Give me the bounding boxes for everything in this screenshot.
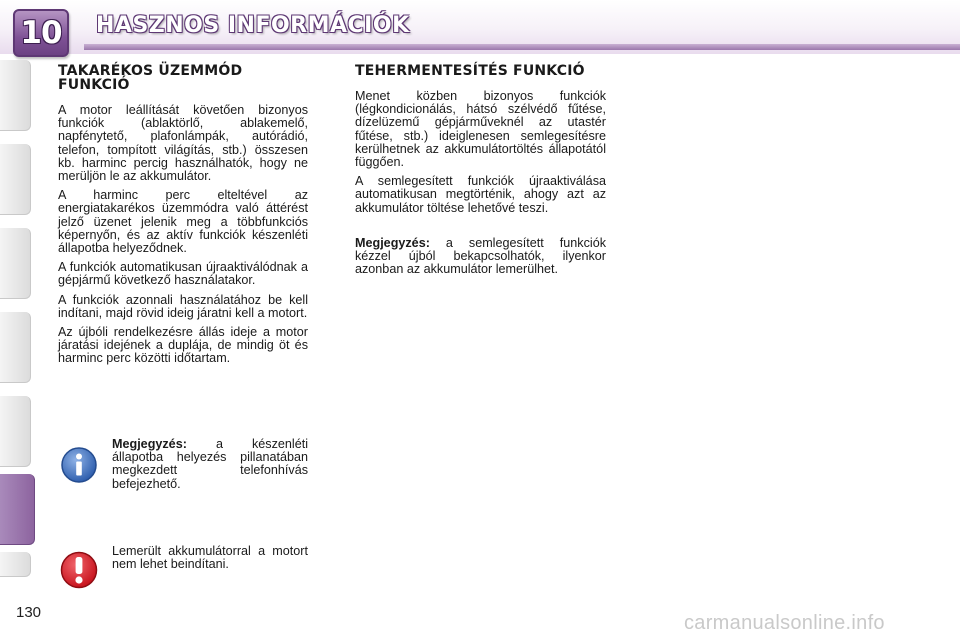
warning-note-text: Lemerült akkumulátorral a motort nem lehet beindítani. [112,544,308,572]
info-icon [60,446,98,484]
paragraph: Az újbóli rendelkezésre állás ideje a motor járatási idejének a duplája, de mindig öt és harminc perc közötti időtartam. [58,325,308,366]
info-note [112,438,308,491]
info-note-body: a készenléti állapotba helyezés pillanatában megkezdett telefonhívás befejezhető. [112,437,308,491]
page-number: 130 [16,604,42,621]
paragraph: Menet közben bizonyos funkciók (légkondicionálás, hátsó szélvédő fűtése, dízelüzemű gépjárműveknél az utastér fűtése, stb.) ideiglenesen semlegesítésre kerülhetnek az akkumulátortöltés állapotától függően. [355,89,606,170]
paragraph: A funkciók automatikusan újraaktiválódnak a gépjármű következő használatakor. [58,260,308,288]
chapter-badge [13,9,69,57]
paragraph: A semlegesített funkciók újraaktiválása automatikusan megtörténik, ahogy azt az akkumulátor töltése lehetővé teszi. [355,174,606,215]
watermark: carmanualsonline.info [684,612,885,634]
chapter-tab[interactable] [0,552,31,577]
exclamation-icon [60,550,98,590]
paragraph: A harminc perc elteltével az energiatakarékos üzemmódra való áttérést jelző üzenet jelenik meg a többfunkciós képernyőn, és az aktív funkciók készenléti állapotba helyeződnek. [58,188,308,256]
paragraph: A motor leállítását követően bizonyos funkciók (ablaktörlő, ablakemelő, napfénytető, plafonlámpák, autórádió, telefon, tompított világítás, stb.) összesen kb. harminc percig használhatók, hogy ne merüljön le az akkumulátor. [58,103,308,184]
load-shedding-note [355,237,606,277]
paragraph: A funkciók azonnali használatához be kell indítani, majd rövid ideig járatni kell a motort. [58,292,308,320]
economy-mode-heading: TAKARÉKOS ÜZEMMÓD FUNKCIÓ [58,63,243,93]
chapter-tab-active[interactable] [0,474,35,545]
warning-note [112,545,308,571]
chapter-tab[interactable] [0,312,31,383]
note-label: Megjegyzés: [112,437,187,451]
note-body: a semlegesített funkciók kézzel újból bekapcsolhatók, ilyenkor azonban az akkumulátor lemerülhet. [355,235,606,277]
header-underline [84,44,960,50]
chapter-number: 10 [20,15,62,51]
info-note-text [112,438,308,491]
economy-mode-section [58,64,308,372]
chapter-tab[interactable] [0,228,31,299]
chapter-tab[interactable] [0,60,31,131]
load-shedding-section [355,64,606,282]
chapter-title: HASZNOS INFORMÁCIÓK [96,13,410,38]
chapter-tab[interactable] [0,144,31,215]
load-shedding-heading: TEHERMENTESÍTÉS FUNKCIÓ [355,63,585,79]
note-label: Megjegyzés: [355,235,430,250]
chapter-tab[interactable] [0,396,31,467]
